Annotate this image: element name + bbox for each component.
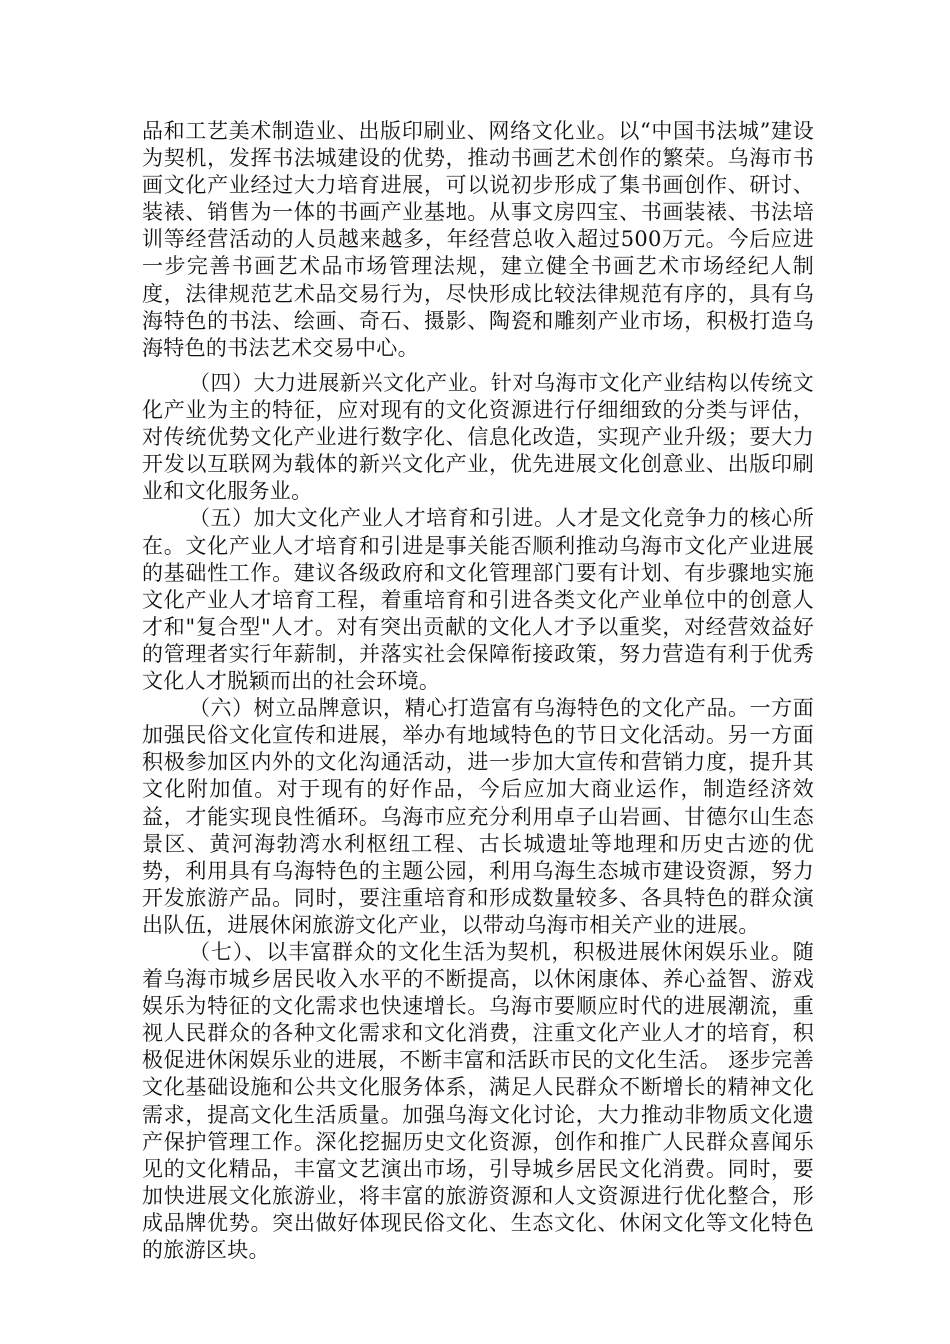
paragraph-emerging-culture-industry: （四）大力进展新兴文化产业。针对乌海市文化产业结构以传统文化产业为主的特征，应对现有的文化资源进行仔细细致的分类与评估，对传统优势文化产业进行数字化、信息化改造，实现产业升级；要大力开发以互联网为载体的新兴文化产业，优先进展文化创意业、出版印刷业和文化服务业。: [142, 371, 814, 504]
paragraph-calligraphy-market: 品和工艺美术制造业、出版印刷业、网络文化业。以“中国书法城”建设为契机，发挥书法城建设的优势，推动书画艺术创作的繁荣。乌海市书画文化产业经过大力培育进展，可以说初步形成了集书画创作、研讨、装裱、销售为一体的书画产业基地。从事文房四宝、书画装裱、书法培训等经营活动的人员越来越多，年经营总收入超过500万元。今后应进一步完善书画艺术品市场管理法规，建立健全书画艺术市场经纪人制度，法律规范艺术品交易行为，尽快形成比较法律规范有序的，具有乌海特色的书法、绘画、奇石、摄影、陶瓷和雕刻产业市场，积极打造乌海特色的书法艺术交易中心。: [142, 119, 814, 360]
top-text-block: [142, 118, 814, 362]
main-text-block: [142, 370, 814, 1264]
paragraph-talent-cultivation: （五）加大文化产业人才培育和引进。人才是文化竞争力的核心所在。文化产业人才培育和引进是事关能否顺利推动乌海市文化产业进展的基础性工作。建议各级政府和文化管理部门要有计划、有步骤地实施文化产业人才培育工程，着重培育和引进各类文化产业单位中的创意人才和"复合型"人才。对有突出贡献的文化人才予以重奖，对经营效益好的管理者实行年薪制，并落实社会保障衔接政策，努力营造有利于优秀文化人才脱颖而出的社会环境。: [142, 506, 814, 694]
paragraph-leisure-entertainment: （七）、以丰富群众的文化生活为契机，积极进展休闲娱乐业。随着乌海市城乡居民收入水平的不断提高，以休闲康体、养心益智、游戏娱乐为特征的文化需求也快速增长。乌海市要顺应时代的进展潮流，重视人民群众的各种文化需求和文化消费，注重文化产业人才的培育，积极促进休闲娱乐业的进展，不断丰富和活跃市民的文化生活。 逐步完善文化基础设施和公共文化服务体系，满足人民群众不断增长的精神文化需求，提高文化生活质量。加强乌海文化讨论，大力推动非物质文化遗产保护管理工作。深化挖掘历史文化资源，创作和推广人民群众喜闻乐见的文化精品，丰富文艺演出市场，引导城乡居民文化消费。同时，要加快进展文化旅游业，将丰富的旅游资源和人文资源进行优化整合，形成品牌优势。突出做好体现民俗文化、生态文化、休闲文化等文化特色的旅游区块。: [142, 939, 814, 1262]
paragraph-brand-awareness: （六）树立品牌意识，精心打造富有乌海特色的文化产品。一方面加强民俗文化宣传和进展，举办有地域特色的节日文化活动。另一方面积极参加区内外的文化沟通活动，进一步加大宣传和营销力度，提升其文化附加值。对于现有的好作品，今后应加大商业运作，制造经济效益，才能实现良性循环。乌海市应充分利用卓子山岩画、甘德尔山生态景区、黄河海勃湾水利枢纽工程、古长城遗址等地理和历史古迹的优势，利用具有乌海特色的主题公园，利用乌海生态城市建设资源，努力开发旅游产品。同时，要注重培育和形成数量较多、各具特色的群众演出队伍，进展休闲旅游文化产业，以带动乌海市相关产业的进展。: [142, 696, 814, 937]
